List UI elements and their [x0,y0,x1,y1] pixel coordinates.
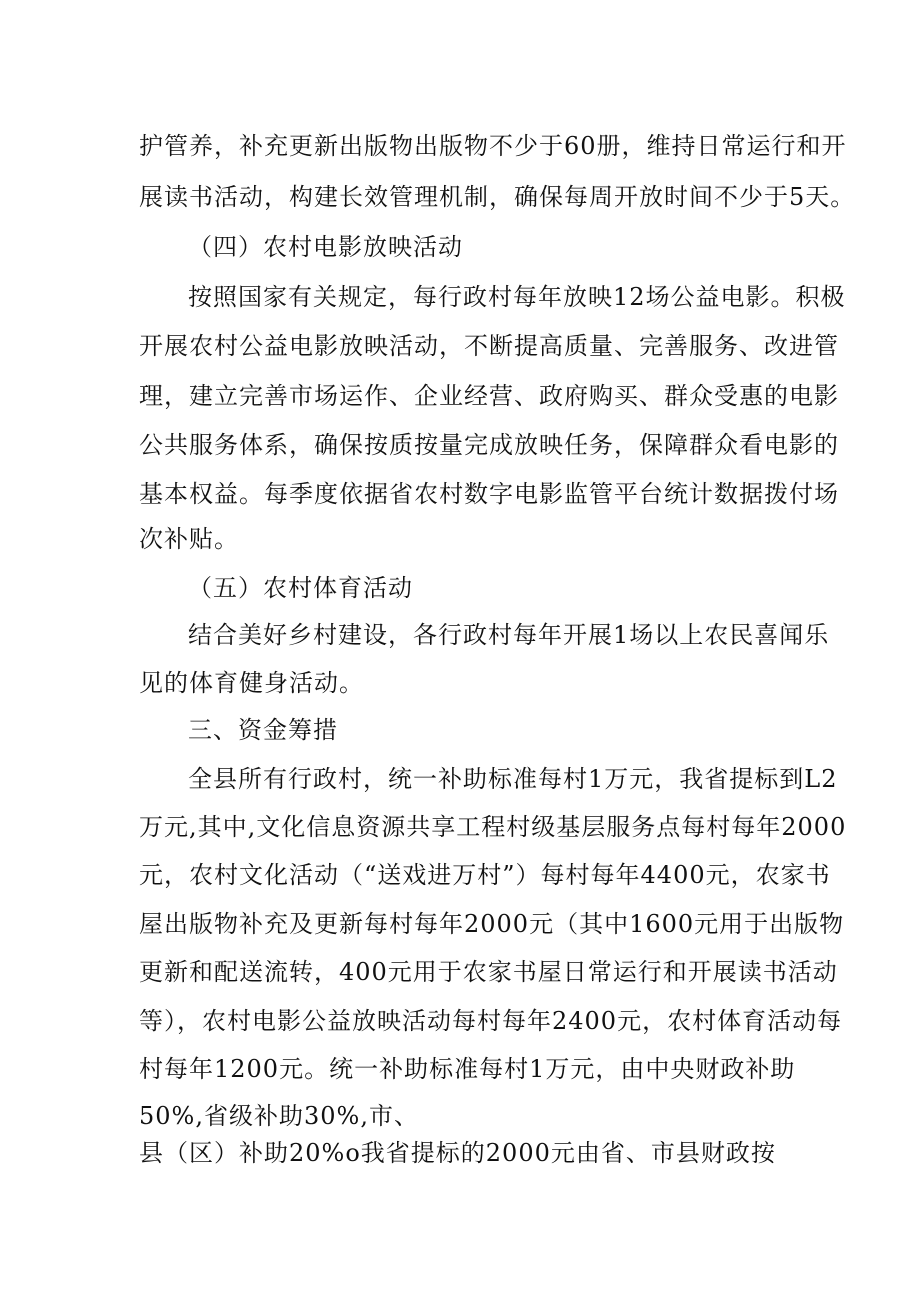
para3-line1: 结合美好乡村建设，各行政村每年开展1场以上农民喜闻乐 [188,621,830,649]
para2-line4: 公共服务体系，确保按质按量完成放映任务，保障群众看电影的 [139,431,839,459]
section-funding: 三、资金筹措 [188,716,338,744]
para1-line2: 展读书活动，构建长效管理机制，确保每周开放时间不少于5天。 [139,183,856,211]
para4-line4: 屋出版物补充及更新每村每年2000元（其中1600元用于出版物 [139,910,845,938]
para1-line1: 护管养，补充更新出版物出版物不少于60册，维持日常运行和开 [139,132,847,160]
para4-line8: 50%,省级补助30%,市、 [139,1102,419,1130]
para4-line7: 村每年1200元。统一补助标准每村1万元，由中央财政补助 [139,1055,796,1083]
para4-line6: 等），农村电影公益放映活动每村每年2400元，农村体育活动每 [139,1007,843,1035]
para4-line9: 县（区）补助20%o我省提标的2000元由省、市县财政按 [139,1139,776,1167]
para4-line2: 万元,其中,文化信息资源共享工程村级基层服务点每村每年2000 [139,813,847,841]
heading-rural-sports: （五）农村体育活动 [188,574,413,602]
para2-line5: 基本权益。每季度依据省农村数字电影监管平台统计数据拨付场 [139,480,839,508]
para2-line2: 开展农村公益电影放映活动，不断提高质量、完善服务、改进管 [139,332,839,360]
para2-line3: 理，建立完善市场运作、企业经营、政府购买、群众受惠的电影 [139,382,839,410]
para2-line1: 按照国家有关规定，每行政村每年放映12场公益电影。积极 [188,283,846,311]
para2-line6: 次补贴。 [139,525,239,553]
para4-line5: 更新和配送流转，400元用于农家书屋日常运行和开展读书活动 [139,958,838,986]
heading-rural-film: （四）农村电影放映活动 [188,233,463,261]
para4-line3: 元，农村文化活动（“送戏进万村”）每村每年4400元，农家书 [139,861,831,889]
para4-line1: 全县所有行政村，统一补助标准每村1万元，我省提标到L2 [188,765,838,793]
para3-line2: 见的体育健身活动。 [139,669,364,697]
